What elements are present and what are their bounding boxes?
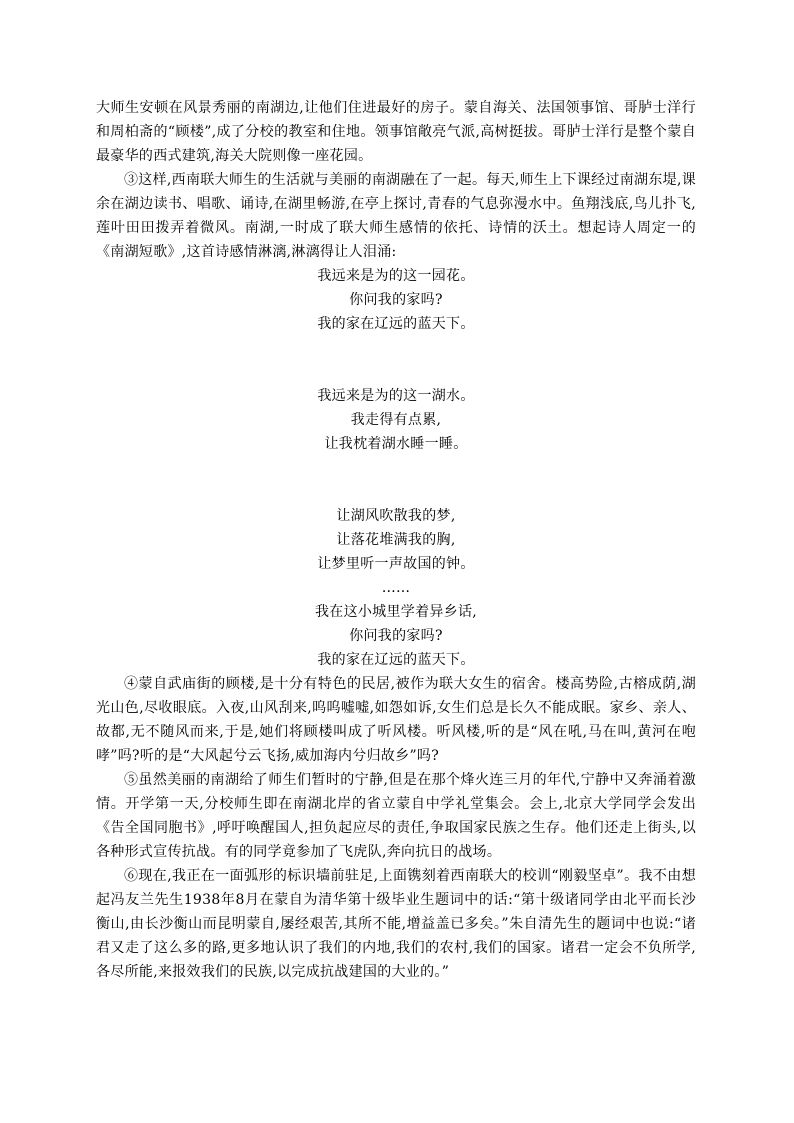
poem-line: 我远来是为的这一园花。 xyxy=(317,268,475,284)
poem-line: 我远来是为的这一湖水。 xyxy=(317,388,475,404)
intro-paragraph: 大师生安顿在风景秀丽的南湖边,让他们住进最好的房子。蒙自海关、法国领事馆、哥胪士洋行和周柏斋的“顾楼”,成了分校的教室和住地。领事馆敞亮气派,高树挺拔。哥胪士洋行是整个蒙自最豪华的西式建筑,海关大院则像一座花园。 xyxy=(96,100,696,164)
poem-line: 我走得有点累, xyxy=(350,412,442,428)
poem-line: 让湖风吹散我的梦, xyxy=(336,508,456,524)
poem-line: 我在这小城里学着异乡话, xyxy=(314,604,478,620)
poem-line: 让我枕着湖水睡一睡。 xyxy=(324,436,468,452)
poem-line: 你问我的家吗? xyxy=(349,292,443,308)
poem-line: 你问我的家吗? xyxy=(349,628,443,644)
poem-line: 让落花堆满我的胸, xyxy=(336,532,456,548)
paragraph-3: ③这样,西南联大师生的生活就与美丽的南湖融在了一起。每天,师生上下课经过南湖东堤,课余在湖边读书、唱歌、诵诗,在湖里畅游,在亭上探讨,青春的气息弥漫水中。鱼翔浅底,鸟儿扑飞,莲叶田田拨弄着微风。南湖,一时成了联大师生感情的依托、诗情的沃土。想起诗人周定一的《南湖短歌》,这首诗感情淋漓,淋漓得让人泪涌: xyxy=(96,172,696,260)
poem-line: 让梦里听一声故国的钟。 xyxy=(317,556,475,572)
paragraph-5: ⑤虽然美丽的南湖给了师生们暂时的宁静,但是在那个烽火连三月的年代,宁静中又奔涌着激情。开学第一天,分校师生即在南湖北岸的省立蒙自中学礼堂集会。会上,北京大学同学会发出《告全国同胞书》,呼吁唤醒国人,担负起应尽的责任,争取国家民族之生存。他们还走上街头,以各种形式宣传抗战。有的同学竟参加了飞虎队,奔向抗日的战场。 xyxy=(96,772,696,860)
poem-line: 我的家在辽远的蓝天下。 xyxy=(317,316,475,332)
poem-line: 我的家在辽远的蓝天下。 xyxy=(317,652,475,668)
paragraph-6: ⑥现在,我正在一面弧形的标识墙前驻足,上面镌刻着西南联大的校训“刚毅坚卓”。我不由想起冯友兰先生1938年8月在蒙自为清华第十级毕业生题词中的话:“第十级诸同学由北平而长沙衡山,由长沙衡山而昆明蒙自,屡经艰苦,其所不能,增益盖已多矣。”朱自清先生的题词中也说:“诸君又走了这么多的路,更多地认识了我们的内地,我们的农村,我们的国家。诸君一定会不负所学,各尽所能,来报效我们的民族,以完成抗战建国的大业的。” xyxy=(96,868,696,980)
paragraph-4: ④蒙自武庙街的顾楼,是十分有特色的民居,被作为联大女生的宿舍。楼高势险,古榕成荫,湖光山色,尽收眼底。入夜,山风刮来,呜呜嘘嘘,如怨如诉,女生们总是长久不能成眠。家乡、亲人、故都,无不随风而来,于是,她们将顾楼叫成了听风楼。听风楼,听的是“风在吼,马在叫,黄河在咆哮”吗?听的是“大风起兮云飞扬,威加海内兮归故乡”吗? xyxy=(96,676,696,764)
poem-ellipsis: …… xyxy=(381,580,411,596)
